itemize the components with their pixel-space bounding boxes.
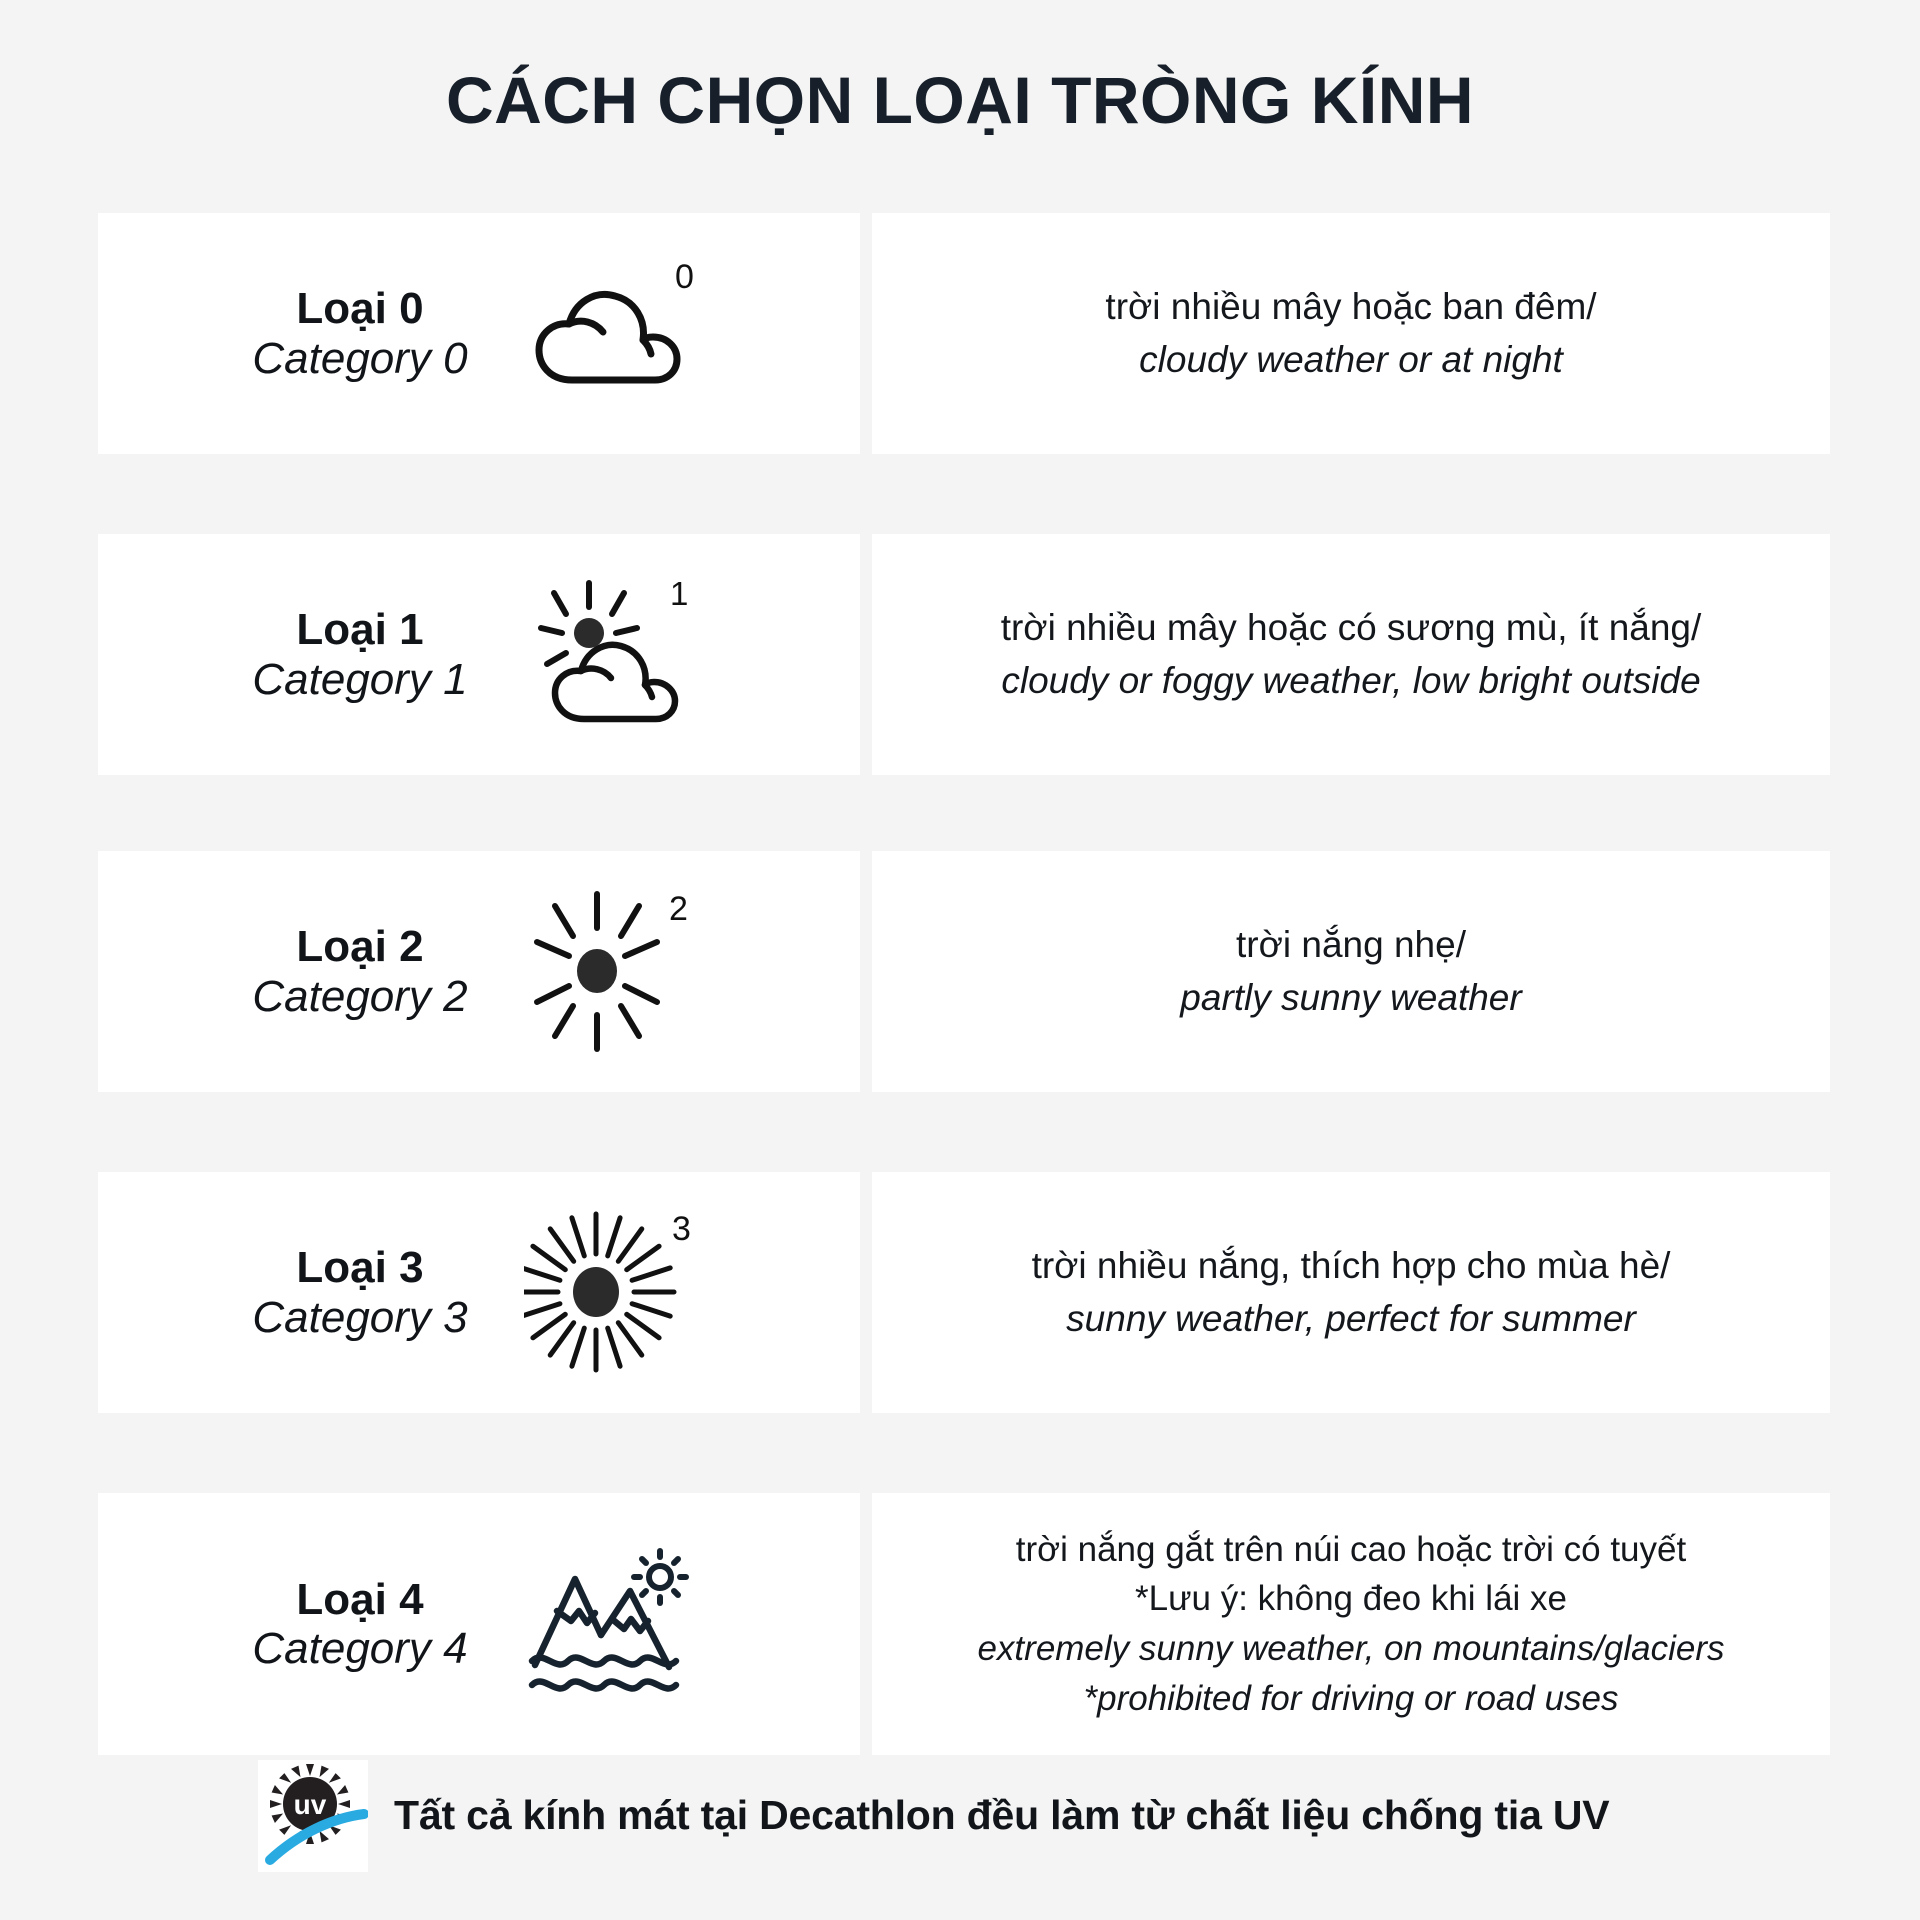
icon-number-2: 2 (668, 890, 688, 928)
desc-en2-4: *prohibited for driving or road uses (1083, 1678, 1619, 1718)
desc-vi-1: trời nhiều mây hoặc có sương mù, ít nắng/ (1000, 606, 1702, 648)
category-labels-4 (249, 1575, 471, 1674)
desc-vi-0: trời nhiều mây hoặc ban đêm/ (1105, 285, 1597, 327)
category-desc-3 (992, 1240, 1711, 1345)
category-labels-0 (249, 284, 471, 383)
category-label-en-0: Category 0 (252, 333, 468, 383)
desc-en-1: cloudy or foggy weather, low bright outside (1001, 659, 1701, 701)
category-label-en-2: Category 2 (252, 971, 468, 1021)
category-desc-card-1 (872, 534, 1830, 775)
category-label-card-1 (98, 534, 860, 775)
category-desc-2 (1140, 919, 1561, 1024)
mountain-sun-icon (519, 1539, 709, 1709)
desc-en-2: partly sunny weather (1180, 976, 1522, 1018)
category-label-en-1: Category 1 (252, 654, 468, 704)
category-label-vi-0: Loại 0 (296, 284, 424, 334)
desc-vi2-4: *Lưu ý: không đeo khi lái xe (1134, 1579, 1568, 1619)
desc-vi-4: trời nắng gắt trên núi cao hoặc trời có tuyết (1015, 1529, 1687, 1569)
desc-vi-2: trời nắng nhẹ/ (1236, 923, 1466, 965)
category-label-card-4 (98, 1493, 860, 1755)
category-desc-4 (937, 1525, 1764, 1724)
category-label-en-4: Category 4 (252, 1624, 468, 1673)
icon-number-3: 3 (672, 1210, 691, 1248)
category-label-card-0 (98, 213, 860, 454)
category-label-card-2 (98, 851, 860, 1092)
sun-many-rays-icon (519, 1208, 709, 1378)
category-row-0 (98, 213, 1830, 454)
category-label-vi-2: Loại 2 (296, 922, 424, 972)
category-desc-card-4 (872, 1493, 1830, 1755)
category-desc-card-2 (872, 851, 1830, 1092)
desc-en-0: cloudy weather or at night (1139, 338, 1563, 380)
icon-number-0: 0 (675, 257, 694, 296)
category-desc-1 (961, 602, 1742, 707)
uv-badge-label: uv (293, 1789, 327, 1820)
category-row-4 (98, 1493, 1830, 1755)
category-desc-0 (1065, 281, 1636, 386)
category-label-vi-1: Loại 1 (296, 605, 424, 655)
category-row-3 (98, 1172, 1830, 1413)
sun-few-rays-icon (519, 887, 709, 1057)
category-row-2 (98, 851, 1830, 1092)
category-labels-1 (249, 605, 471, 704)
desc-vi-3: trời nhiều nắng, thích hợp cho mùa hè/ (1031, 1244, 1671, 1286)
category-label-vi-4: Loại 4 (296, 1574, 424, 1624)
cloud-icon (519, 249, 709, 419)
category-desc-card-0 (872, 213, 1830, 454)
footer-text: Tất cả kính mát tại Decathlon đều làm từ chất liệu chống tia UV (394, 1792, 1610, 1839)
category-label-card-3 (98, 1172, 860, 1413)
category-labels-2 (249, 922, 471, 1021)
category-labels-3 (249, 1243, 471, 1342)
footer (258, 1760, 1678, 1872)
category-desc-card-3 (872, 1172, 1830, 1413)
category-row-1 (98, 534, 1830, 775)
page-title: CÁCH CHỌN LOẠI TRÒNG KÍNH (445, 63, 1475, 137)
category-label-vi-3: Loại 3 (296, 1243, 424, 1293)
sun-behind-cloud-icon (519, 570, 709, 740)
desc-en-3: sunny weather, perfect for summer (1066, 1297, 1636, 1339)
category-label-en-3: Category 3 (252, 1292, 468, 1342)
desc-en-4: extremely sunny weather, on mountains/glaciers (977, 1629, 1725, 1668)
uv-protection-badge (258, 1760, 368, 1872)
icon-number-1: 1 (669, 574, 688, 612)
